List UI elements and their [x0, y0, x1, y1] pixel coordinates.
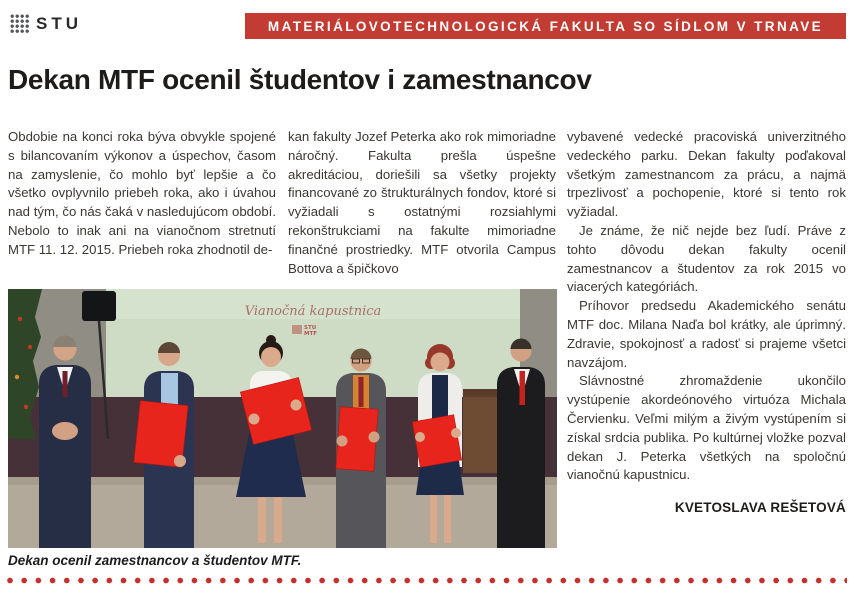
article-author: KVETOSLAVA REŠETOVÁ: [674, 500, 846, 516]
person-right: [497, 339, 545, 549]
screen-logo-dots: [292, 325, 302, 334]
paragraph: Obdobie na konci roka býva obvykle spojené s bilancovaním výkonov a úspechov, časom na zamyslenie, čo mohlo byť lepšie a čo všetko ovplyvnilo priebeh roka, ako i úvahou nad tým, čo nás čaká v nasledujúcom období. Nebolo to inak ani na vianočnom stretnutí MTF 11. 12. 2015. Priebeh roka zhodnotil de-: [8, 129, 276, 257]
article-column-3: [567, 128, 846, 518]
stu-dots-icon: [10, 14, 30, 34]
paragraph: kan fakulty Jozef Peterka ako rok mimoriadne náročný. Fakulta prešla úspešne akreditáciou, doriešili sa všetky projekty financované zo štrukturálnych fondov, ktoré si vyžiadali s ostatnými rozsiahlymi rekonštrukciami na fakulte mimoriadne finančné prostriedky. MTF otvorila Campus Bottova a špičkovo: [288, 129, 556, 276]
photo-illustration: [8, 289, 557, 548]
person-awardee-3: [336, 349, 386, 549]
screen-logo-stu: STU: [304, 325, 317, 331]
article-column-1: [8, 128, 276, 260]
photo-caption: Dekan ocenil zamestnancov a študentov MTF.: [8, 553, 302, 568]
paragraph: Je známe, že nič nejde bez ľudí. Práve z tohto dôvodu dekan fakulty ocenil zamestnancov a študentov za rok 2015 vo viacerých kategóriách.: [567, 222, 846, 295]
separator-dots: [6, 576, 847, 585]
paragraph: Príhovor predsedu Akademického senátu MTF doc. Milana Naďa bol krátky, ale úprimný. Zdravie, spokojnosť a radosť si prajeme všetci navzájom.: [567, 298, 846, 370]
screen-logo-mtf: MTF: [304, 331, 317, 337]
article-photo: [8, 289, 557, 548]
paragraph: Slávnostné zhromaždenie ukončilo vystúpenie akordeónového virtuóza Michala Červienku. Veľmi milým a živým vystúpením si získal srdcia publika. Po kultúrnej vložke pozval dekan J. Peterka všetkých na spoločnú vianočnú kapustnicu.: [567, 373, 846, 483]
article-column-2: [288, 128, 556, 278]
screen-script-text: Vianočná kapustnica: [244, 304, 382, 319]
article-title: Dekan MTF ocenil študentov i zamestnancov: [8, 64, 592, 95]
paragraph: vybavené vedecké pracoviská univerzitného vedeckého parku. Dekan fakulty poďakoval všetkým zamestnancom za prácu, a najmä trpezlivosť a pochopenie, ktoré si tento rok vyžiadal.: [567, 129, 846, 220]
faculty-banner: MATERIÁLOVOTECHNOLOGICKÁ FAKULTA SO SÍDLOM V TRNAVE: [245, 13, 846, 39]
stu-logo-text: STU: [36, 14, 82, 33]
stu-logo: [10, 14, 82, 34]
